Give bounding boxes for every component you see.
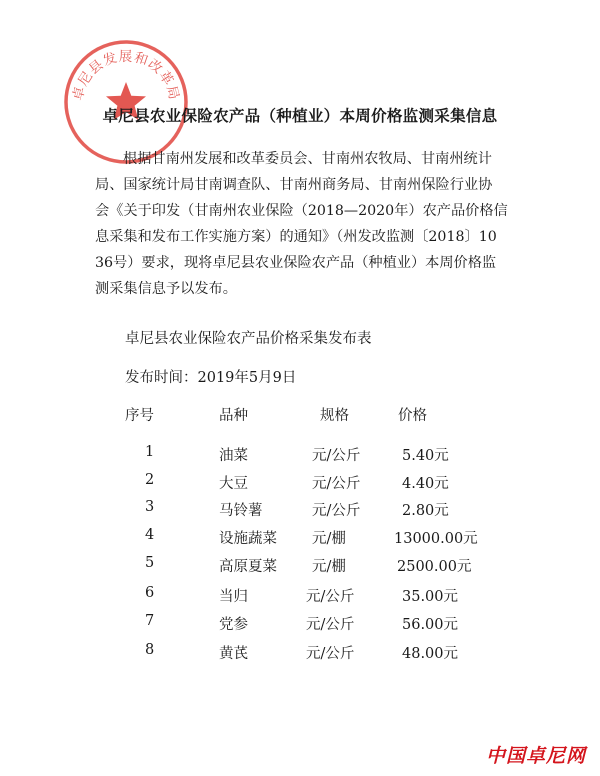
row-name: 油菜 <box>219 448 248 464</box>
row-price: 48.00元 <box>402 646 459 662</box>
row-unit: 元/公斤 <box>312 503 361 519</box>
row-price: 2500.00元 <box>397 559 472 575</box>
paragraph-line: 测采集信息予以发布。 <box>95 281 237 297</box>
publish-date: 发布时间：2019年5月9日 <box>125 370 297 386</box>
row-name: 马铃薯 <box>219 503 263 519</box>
row-no: 6 <box>145 585 155 601</box>
paragraph-line: 根据甘南州发展和改革委员会、甘南州农牧局、甘南州统计 <box>123 151 492 167</box>
row-no: 4 <box>145 527 155 543</box>
header-spec: 规格 <box>320 408 349 424</box>
seal-text: 卓尼县发展和改革局 <box>69 48 183 103</box>
row-name: 高原夏菜 <box>219 559 277 575</box>
row-price: 56.00元 <box>402 617 459 633</box>
row-name: 设施蔬菜 <box>219 531 277 547</box>
row-price: 4.40元 <box>402 476 449 492</box>
row-unit: 元/公斤 <box>306 617 355 633</box>
row-price: 35.00元 <box>402 589 459 605</box>
row-unit: 元/公斤 <box>312 476 361 492</box>
row-price: 13000.00元 <box>394 531 478 547</box>
document-title: 卓尼县农业保险农产品（种植业）本周价格监测采集信息 <box>102 107 498 125</box>
table-title: 卓尼县农业保险农产品价格采集发布表 <box>125 331 372 347</box>
paragraph-line: 36号）要求，现将卓尼县农业保险农产品（种植业）本周价格监 <box>95 255 497 271</box>
header-no: 序号 <box>125 408 154 424</box>
row-no: 1 <box>145 444 155 460</box>
row-price: 2.80元 <box>402 503 449 519</box>
site-logo: 中国卓尼网 <box>485 745 586 767</box>
header-price: 价格 <box>398 408 427 424</box>
row-no: 3 <box>145 499 155 515</box>
row-unit: 元/公斤 <box>306 589 355 605</box>
paragraph-line: 局、国家统计局甘南调查队、甘南州商务局、甘南州保险行业协 <box>95 177 493 193</box>
row-no: 7 <box>145 613 155 629</box>
row-no: 8 <box>145 642 155 658</box>
row-unit: 元/棚 <box>312 559 346 575</box>
paragraph-line: 息采集和发布工作实施方案）的通知》（州发改监测〔2018〕10 <box>95 229 497 245</box>
body-paragraph <box>95 146 515 302</box>
row-name: 黄芪 <box>219 646 248 662</box>
row-name: 党参 <box>219 617 248 633</box>
header-variety: 品种 <box>219 408 248 424</box>
row-price: 5.40元 <box>402 448 449 464</box>
row-no: 2 <box>145 472 155 488</box>
row-no: 5 <box>145 555 155 571</box>
row-unit: 元/公斤 <box>306 646 355 662</box>
row-name: 大豆 <box>219 476 248 492</box>
paragraph-line: 会《关于印发（甘南州农业保险（2018—2020年）农产品价格信 <box>95 203 508 219</box>
row-unit: 元/棚 <box>312 531 346 547</box>
row-unit: 元/公斤 <box>312 448 361 464</box>
row-name: 当归 <box>219 589 248 605</box>
